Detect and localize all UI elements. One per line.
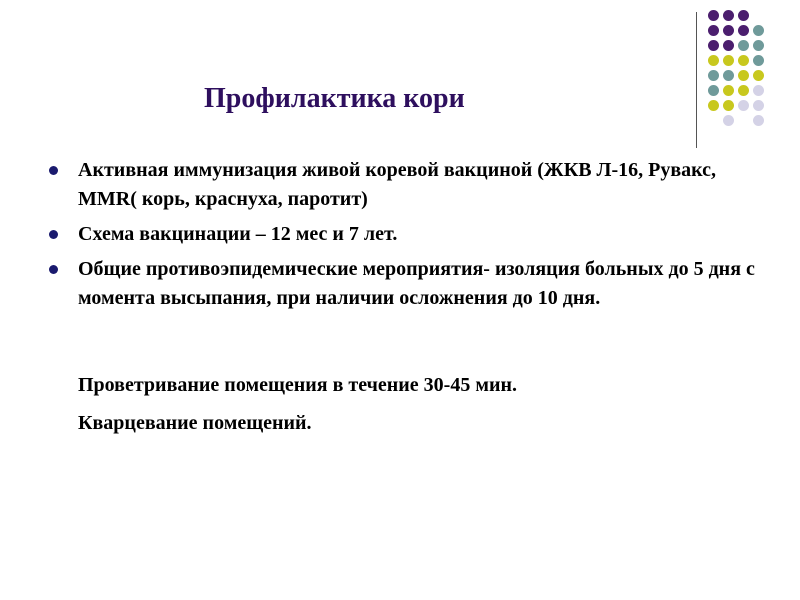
decorative-dot-lavender bbox=[753, 100, 764, 111]
decorative-dot-purple bbox=[708, 40, 719, 51]
decorative-dot-lavender bbox=[753, 115, 764, 126]
bullet-dot-icon bbox=[49, 265, 58, 274]
decorative-dot-grid bbox=[708, 10, 778, 130]
decorative-dot-teal bbox=[753, 55, 764, 66]
decorative-dot-purple bbox=[723, 25, 734, 36]
decorative-dot-lavender bbox=[753, 85, 764, 96]
bullet-text: Активная иммунизация живой коревой вакциной (ЖКВ Л-16, Рувакс, MMR( корь, краснуха, паротит) bbox=[78, 159, 717, 210]
decorative-dot-yellow bbox=[723, 100, 734, 111]
bullet-text: Общие противоэпидемические мероприятия- изоляция больных до 5 дня с момента высыпания, при наличии осложнения до 10 дня. bbox=[78, 258, 755, 309]
decorative-dot-yellow bbox=[708, 100, 719, 111]
decorative-dot-yellow bbox=[723, 85, 734, 96]
bullet-item-schedule bbox=[40, 220, 770, 249]
decorative-dot-purple bbox=[708, 10, 719, 21]
bullet-item-immunization bbox=[40, 156, 770, 214]
decorative-dot-purple bbox=[738, 25, 749, 36]
decorative-dot-yellow bbox=[723, 55, 734, 66]
text-ventilation: Проветривание помещения в течение 30-45 мин. bbox=[78, 374, 517, 396]
decorative-dot-purple bbox=[738, 10, 749, 21]
decorative-dot-teal bbox=[723, 70, 734, 81]
decorative-dot-yellow bbox=[738, 85, 749, 96]
decorative-dot-purple bbox=[723, 40, 734, 51]
decorative-dot-teal bbox=[738, 40, 749, 51]
decorative-dot-lavender bbox=[738, 100, 749, 111]
decorative-dot-teal bbox=[753, 25, 764, 36]
decorative-dot-yellow bbox=[753, 70, 764, 81]
decorative-dot-teal bbox=[708, 70, 719, 81]
slide-title: Профилактика кори bbox=[204, 83, 465, 114]
decorative-dot-lavender bbox=[723, 115, 734, 126]
bullet-dot-icon bbox=[49, 166, 58, 175]
decorative-dot-purple bbox=[708, 25, 719, 36]
bullet-text: Схема вакцинации – 12 мес и 7 лет. bbox=[78, 223, 398, 245]
decorative-dot-teal bbox=[753, 40, 764, 51]
decorative-dot-yellow bbox=[738, 55, 749, 66]
bullet-list bbox=[40, 156, 770, 319]
bullet-dot-icon bbox=[49, 230, 58, 239]
decorative-dot-yellow bbox=[708, 55, 719, 66]
text-quartz: Кварцевание помещений. bbox=[78, 412, 312, 434]
decorative-dot-purple bbox=[723, 10, 734, 21]
decorative-dot-yellow bbox=[738, 70, 749, 81]
vertical-divider bbox=[696, 12, 697, 148]
bullet-item-measures bbox=[40, 255, 770, 313]
decorative-dot-teal bbox=[708, 85, 719, 96]
